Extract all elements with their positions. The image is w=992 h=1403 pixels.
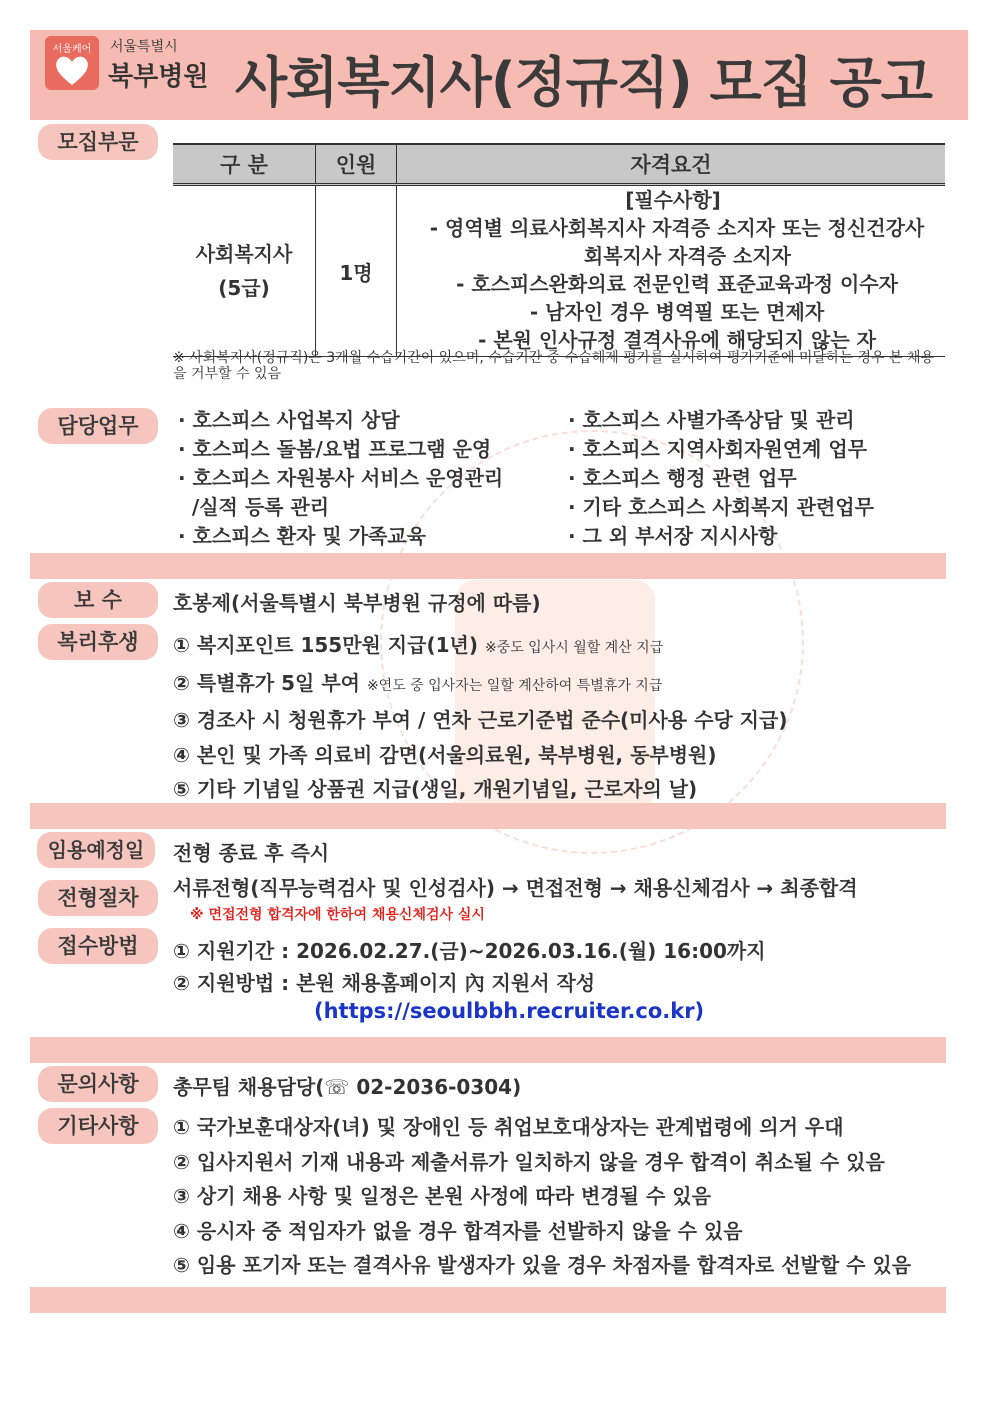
hospital-name: 북부병원 xyxy=(108,62,209,92)
duty-item: · 기타 호스피스 사회복지 관련업무 xyxy=(568,495,874,519)
page-title: 사회복지사(정규직) 모집 공고 xyxy=(235,51,932,114)
col-header-division: 구 분 xyxy=(173,144,316,185)
apply-url-link[interactable]: (https://seoulbbh.recruiter.co.kr) xyxy=(314,999,705,1023)
welfare-item xyxy=(173,666,787,704)
requirements-table xyxy=(173,143,945,357)
welfare-list xyxy=(173,628,787,807)
label-recruit: 모집부문 xyxy=(38,124,158,160)
welfare-note: ※중도 입사시 월할 계산 지급 xyxy=(484,640,664,656)
req-item: 회복지사 자격증 소지자 xyxy=(562,244,791,268)
welfare-main: ⑤ 기타 기념일 상품권 지급(생일, 개원기념일, 근로자의 날) xyxy=(173,777,698,801)
req-item: - 남자인 경우 병역필 또는 면제자 xyxy=(529,300,825,324)
probation-note: ※ 사회복지사(정규직)은 3개월 수습기간이 있으며, 수습기간 중 수습해제 평가를 실시하여 평가기준에 미달하는 경우 본 채용을 거부할 수 있음 xyxy=(173,350,934,382)
duty-item: · 호스피스 지역사회자원연계 업무 xyxy=(568,437,867,461)
duty-item: · 호스피스 행정 관련 업무 xyxy=(568,466,797,490)
welfare-item xyxy=(173,738,787,773)
position-cell xyxy=(173,185,316,357)
duty-item: · 호스피스 환자 및 가족교육 xyxy=(178,524,426,548)
label-etc: 기타사항 xyxy=(38,1108,158,1144)
welfare-main: ③ 경조사 시 청원휴가 부여 / 연차 근로기준법 준수(미사용 수당 지급) xyxy=(173,708,788,732)
section-divider xyxy=(30,553,946,579)
duty-item: · 호스피스 사별가족상담 및 관리 xyxy=(568,408,855,432)
position-name: 사회복지사 xyxy=(195,242,293,266)
contact-text: 총무팀 채용담당(☏ 02-2036-0304) xyxy=(173,1075,522,1099)
label-welfare: 복리후생 xyxy=(38,624,158,660)
duty-item: · 호스피스 돌봄/요법 프로그램 운영 xyxy=(178,437,492,461)
req-item: - 본원 인사규정 결격사유에 해당되지 않는 자 xyxy=(478,328,876,352)
process-text: 서류전형(직무능력검사 및 인성검사) → 면접전형 → 채용신체검사 → 최종합격 xyxy=(173,876,858,900)
req-item: - 영역별 의료사회복지사 자격증 소지자 또는 정신건강사 xyxy=(429,216,925,240)
duties-right xyxy=(568,406,946,551)
etc-item: ② 입사지원서 기재 내용과 제출서류가 일치하지 않을 경우 합격이 취소될 수 있음 xyxy=(173,1149,885,1174)
process-note: ※ 면접전형 합격자에 한하여 채용신체검사 실시 xyxy=(190,907,485,923)
label-appoint: 임용예정일 xyxy=(37,832,155,868)
duties-left xyxy=(178,406,573,551)
hospital-logo xyxy=(45,36,99,90)
label-process: 전형절차 xyxy=(38,880,158,916)
welfare-item xyxy=(173,703,787,738)
headcount-cell: 1명 xyxy=(316,185,397,357)
section-divider xyxy=(30,803,946,829)
duty-item: · 그 외 부서장 지시사항 xyxy=(568,524,778,548)
label-contact: 문의사항 xyxy=(38,1066,158,1102)
heart-icon xyxy=(53,52,91,88)
col-header-qualification: 자격요건 xyxy=(397,144,946,185)
welfare-item xyxy=(173,772,787,807)
logo-text: 서울케어 xyxy=(52,44,92,55)
label-duties: 담당업무 xyxy=(38,408,158,444)
apply-period: ① 지원기간 : 2026.02.27.(금)~2026.03.16.(월) 16:00까지 xyxy=(173,939,766,963)
req-title: [필수사항] xyxy=(625,188,721,212)
welfare-main: ① 복지포인트 155만원 지급(1년) xyxy=(173,633,478,657)
salary-text: 호봉제(서울특별시 북부병원 규정에 따름) xyxy=(173,591,541,615)
hospital-sub: 서울특별시 xyxy=(110,39,178,55)
etc-item: ④ 응시자 중 적임자가 없을 경우 합격자를 선발하지 않을 수 있음 xyxy=(173,1218,743,1243)
page-header xyxy=(30,30,968,120)
position-grade: (5급) xyxy=(218,276,270,300)
welfare-item xyxy=(173,628,787,666)
col-header-count: 인원 xyxy=(316,144,397,185)
welfare-note: ※연도 중 입사자는 일할 계산하여 특별휴가 지급 xyxy=(366,677,663,694)
req-item: - 호스피스완화의료 전문인력 표준교육과정 이수자 xyxy=(456,272,898,296)
section-divider xyxy=(30,1037,946,1063)
apply-method: ② 지원방법 : 본원 채용홈페이지 內 지원서 작성 xyxy=(173,971,596,995)
etc-item: ③ 상기 채용 사항 및 일정은 본원 사정에 따라 변경될 수 있음 xyxy=(173,1184,711,1208)
qualification-cell xyxy=(397,185,946,357)
etc-list xyxy=(173,1110,911,1283)
label-salary: 보 수 xyxy=(38,582,158,618)
duty-item: /실적 등록 관리 xyxy=(178,495,330,519)
section-divider xyxy=(30,1287,946,1313)
etc-item: ① 국가보훈대상자(녀) 및 장애인 등 취업보호대상자는 관계법령에 의거 우대 xyxy=(173,1115,844,1139)
duty-item: · 호스피스 자원봉사 서비스 운영관리 xyxy=(178,466,504,490)
label-apply: 접수방법 xyxy=(38,928,158,964)
appoint-text: 전형 종료 후 즉시 xyxy=(173,841,330,865)
welfare-main: ④ 본인 및 가족 의료비 감면(서울의료원, 북부병원, 동부병원) xyxy=(173,742,717,767)
duty-item: · 호스피스 사업복지 상담 xyxy=(178,408,400,432)
welfare-main: ② 특별휴가 5일 부여 xyxy=(173,670,360,695)
etc-item: ⑤ 임용 포기자 또는 결격사유 발생자가 있을 경우 차점자를 합격자로 선발할 수 있음 xyxy=(173,1253,912,1277)
